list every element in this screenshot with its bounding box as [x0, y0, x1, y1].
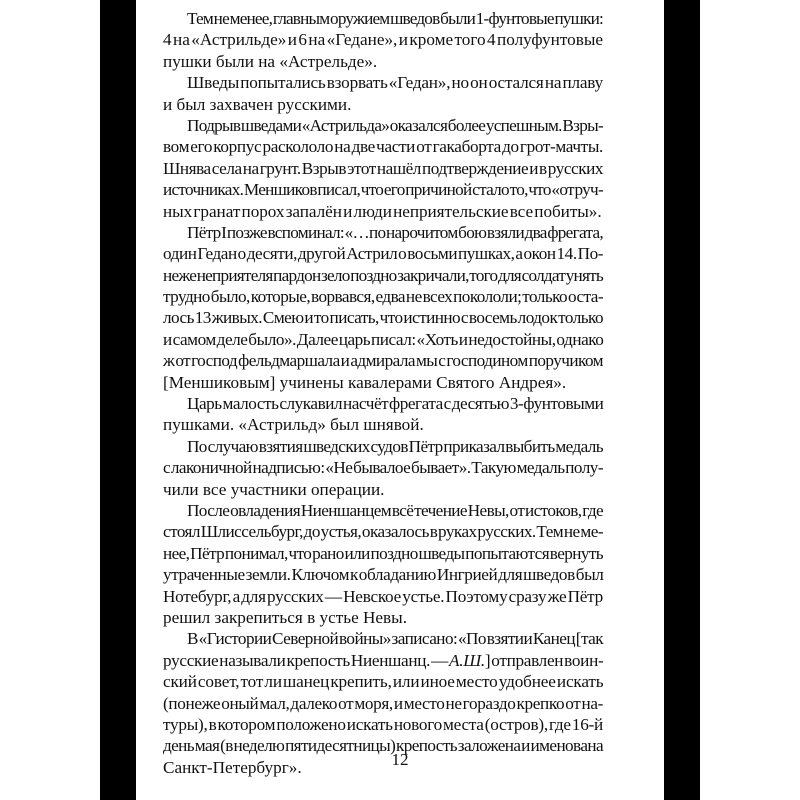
text-line: ных гранат порох запалён и люди неприятельские все побиты».	[163, 201, 602, 221]
text-line: ж от господ фельдмаршала и адмирала мы с господином поручиком	[163, 351, 603, 371]
paragraph	[163, 115, 603, 222]
scan-border-left	[100, 0, 136, 800]
text-line: туры), в котором положено искать нового места (остров), где 16-й	[163, 714, 603, 734]
text-line: пушки были на «Астрельде».	[163, 51, 378, 71]
text-line: В «Гистории Северной войны» записано: «По взятии Канец [так	[187, 629, 603, 649]
text-line: с лаконичной надписью: «Не бывалое бывает». Такую медаль полу-	[163, 458, 603, 478]
text-line: день мая (в неделю пятидесятницы) крепость заложена и именована	[163, 736, 603, 756]
paragraph	[163, 436, 603, 500]
text-line: и самом деле было». Далее царь писал: «Хоть и недостойны, однако	[163, 329, 604, 349]
book-page	[136, 0, 664, 800]
text-line: один Гедан о десяти, другой Астрил о восьми пушках, а окон 14. По-	[163, 244, 603, 264]
text-line: вом его корпус раскололо на две части от гакаборта до грот-мачты.	[163, 137, 603, 157]
text-line: Тем не менее, главным оружием шведов были 1-фунтовые пушки:	[187, 9, 603, 28]
text-line: Шведы попытались взорвать «Гедан», но он остался на плаву	[187, 73, 603, 93]
text-line: Нотебург, а для русских — Невское устье. Поэтому сразу же Пётр	[163, 586, 603, 606]
text-fragment: ] отправлен воин-	[484, 650, 604, 670]
paragraph	[163, 8, 603, 72]
text-line: неже неприятеля пардон зело поздно закричали, того для солдат унять	[163, 265, 603, 285]
text-line: утраченные земли. Ключом к обладанию Ингрией для шведов был	[163, 565, 604, 585]
scan-border-right	[664, 0, 700, 800]
paragraph	[163, 72, 603, 115]
text-line: Царь малость слукавил насчёт фрегата с десятью 3-фунтовыми	[187, 394, 604, 414]
paragraph	[163, 222, 603, 393]
text-line: и был захвачен русскими.	[163, 94, 352, 114]
text-line: пушками. «Астрильд» был шнявой.	[163, 415, 424, 435]
paragraph	[163, 393, 603, 436]
text-line: Подрыв шведами «Астрильда» оказался более успешным. Взры-	[187, 115, 603, 135]
text-line: чили все участники операции.	[163, 479, 385, 499]
page-number: 12	[391, 750, 409, 769]
text-line: трудно было, которые, ворвався, едва не всех покололи; только оста-	[163, 287, 603, 307]
text-line: (понеже оный мал, далеко от моря, и место не гораздо крепко от на-	[163, 693, 603, 713]
text-line: Шнява села на грунт. Взрыв этот нашёл подтверждение и в русских	[163, 158, 603, 178]
text-line: Санкт-Петербург».	[163, 757, 302, 777]
text-line: [Меншиковым] учинены кавалерами Святого Андрея».	[163, 372, 567, 392]
text-line: 4 на «Астрильде» и 6 на «Гедане», и кроме того 4 полуфунтовые	[163, 30, 603, 50]
text-line: После овладения Ниеншанцем всё течение Невы, от истоков, где	[187, 500, 603, 520]
text-line: нее, Пётр понимал, что рано или поздно шведы попытаются вернуть	[163, 543, 603, 563]
text-line	[163, 650, 603, 671]
text-line: Пётр I позже вспоминал: «…по нарочитом бою взяли два фрегата,	[187, 222, 603, 242]
text-fragment: русские называли крепость Ниеншанц. —	[163, 650, 450, 670]
paragraph	[163, 500, 603, 628]
text-line: источниках. Меншиков писал, что его причиной стало то, что «от руч-	[163, 180, 603, 200]
page-body-text	[163, 8, 603, 778]
text-line: По случаю взятия шведских судов Пётр приказал выбить медаль	[187, 436, 603, 456]
author-initials: А.Ш.	[449, 650, 485, 670]
text-line: решил закрепиться в устье Невы.	[163, 607, 408, 627]
text-line: стоял Шлиссельбург, до устья, оказалось в руках русских. Тем не ме-	[163, 522, 603, 542]
text-line: лось 13 живых. Смею и то писать, что истинно с восемь лодок только	[163, 308, 603, 328]
text-line: ский совет, тот ли шанец крепить, или иное место удобнее искать	[163, 672, 604, 692]
